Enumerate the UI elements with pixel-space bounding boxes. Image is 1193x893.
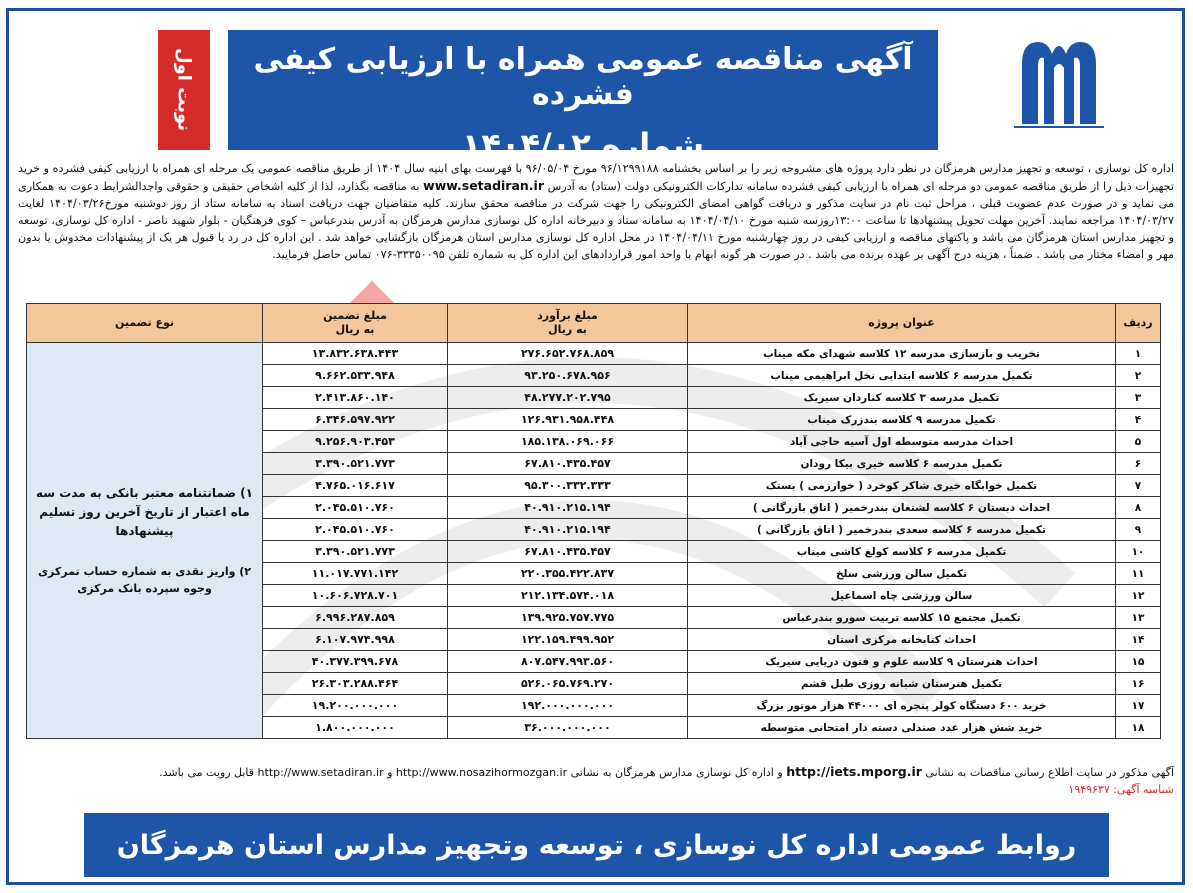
row-number: ۸ bbox=[1116, 497, 1161, 519]
project-title: خرید ۶۰۰ دستگاه کولر پنجره ای ۴۴۰۰۰ هزار موتور بزرگ bbox=[688, 695, 1116, 717]
round-badge: نوبت اول bbox=[158, 30, 210, 150]
estimate-amount: ۱۸۵.۱۳۸.۰۶۹.۰۶۶ bbox=[448, 431, 688, 453]
project-title: تکمیل سالن ورزشی سلخ bbox=[688, 563, 1116, 585]
estimate-amount: ۶۷.۸۱۰.۴۳۵.۴۵۷ bbox=[448, 453, 688, 475]
project-title: احداث کتابخانه مرکزی استان bbox=[688, 629, 1116, 651]
estimate-amount: ۱۲۶.۹۳۱.۹۵۸.۴۴۸ bbox=[448, 409, 688, 431]
footer-text-a: آگهی مذکور در سایت اطلاع رسانی مناقصات به نشانی bbox=[925, 766, 1174, 779]
project-title: سالن ورزشی چاه اسماعیل bbox=[688, 585, 1116, 607]
row-number: ۷ bbox=[1116, 475, 1161, 497]
guarantee-amount: ۶.۱۰۷.۹۷۴.۹۹۸ bbox=[263, 629, 448, 651]
intro-paragraph bbox=[18, 160, 1174, 296]
guarantee-amount: ۶.۳۴۶.۵۹۷.۹۲۲ bbox=[263, 409, 448, 431]
guarantee-amount: ۴.۷۶۵.۰۱۶.۶۱۷ bbox=[263, 475, 448, 497]
iets-link[interactable]: http://iets.mporg.ir bbox=[786, 764, 922, 779]
guarantee-amount: ۱.۸۰۰.۰۰۰.۰۰۰ bbox=[263, 717, 448, 739]
project-title: تکمیل مجتمع ۱۵ کلاسه تربیت سورو بندرعباس bbox=[688, 607, 1116, 629]
guarantee-type-1: ۱) ضمانتنامه معتبر بانکی به مدت سه ماه اعتبار از تاریخ آخرین روز تسلیم پیشنهادها bbox=[36, 486, 253, 538]
row-number: ۱۸ bbox=[1116, 717, 1161, 739]
row-number: ۱۳ bbox=[1116, 607, 1161, 629]
project-title: تکمیل مدرسه ۶ کلاسه خیری بیکا رودان bbox=[688, 453, 1116, 475]
guarantee-amount: ۱۰.۶۰۶.۷۲۸.۷۰۱ bbox=[263, 585, 448, 607]
intro-text-2: به مناقصه بگذارد، لذا از کلیه اشخاص حقیقی و حقوقی واجدالشرایط دعوت به همکاری می نماید و در صورت عدم عضویت قبلی ، مراحل ثبت نام در سایت مذکور و دریافت گواهی امضای الکترونیکی را جهت شرکت در مناقصه محقق سازند. کلیه متقاضیان جهت دریافت اسناد به سامانه ستاد از روز دوشنبه مورخ۱۴۰۴/۰۳/۲۶ لغایت ۱۴۰۴/۰۳/۲۷ مراجعه نمایند. آخرین مهلت تحویل پیشنهادها تا ساعت ۱۳:۰۰روزسه شنبه مورخ ۱۴۰۴/۰۴/۱۰ به سامانه ستاد و دبیرخانه اداره کل نوسازی مدارس هرمزگان به آدرس بندرعباس – کوی فرهنگیان - بلوار شهید ناصر - اداره کل نوسازی، توسعه و تجهیز مدارس استان هرمزگان می باشد و پاکتهای مناقصه و ارزیابی کیفی در روز چهارشنبه مورخ ۱۴۰۴/۰۴/۱۱ در محل اداره کل نوسازی مدارس استان هرمزگان بازگشایی خواهد شد . این اداره کل در رد یا قبول هر یک از پیشنهادات مخدوش یا بدون مهر و امضاء مختار می باشد . ضمناً ، هزینه درج آگهی بر عهده برنده می باشد . در صورت هر گونه ابهام با واحد امور قراردادهای این اداره کل به شماره تلفن ۳۳۳۵۰۰۹۵-۰۷۶ تماس حاصل فرمایید. bbox=[18, 180, 1175, 261]
estimate-amount: ۹۵.۳۰۰.۳۳۲.۳۳۳ bbox=[448, 475, 688, 497]
row-number: ۱۰ bbox=[1116, 541, 1161, 563]
row-number: ۱ bbox=[1116, 343, 1161, 365]
project-title: خرید شش هزار عدد صندلی دسته دار امتحانی متوسطه bbox=[688, 717, 1116, 739]
guarantee-type-cell bbox=[27, 343, 263, 739]
estimate-amount: ۱۹۲.۰۰۰.۰۰۰.۰۰۰ bbox=[448, 695, 688, 717]
project-title: تکمیل مدرسه ۶ کلاسه سعدی بندرخمیر ( اتاق بازرگانی ) bbox=[688, 519, 1116, 541]
estimate-amount: ۲۲۰.۳۵۵.۴۲۲.۸۳۷ bbox=[448, 563, 688, 585]
guarantee-amount: ۹.۶۶۲.۵۳۳.۹۴۸ bbox=[263, 365, 448, 387]
guarantee-amount: ۱۳.۸۳۲.۶۳۸.۴۴۳ bbox=[263, 343, 448, 365]
row-number: ۹ bbox=[1116, 519, 1161, 541]
projects-table bbox=[26, 303, 1161, 739]
header-estimate: مبلغ برآورد به ریال bbox=[448, 304, 688, 343]
header-row-number: ردیف bbox=[1116, 304, 1161, 343]
title-line-1: آگهی مناقصه عمومی همراه با ارزیابی کیفی فشرده bbox=[253, 42, 913, 112]
header-guarantee: مبلغ تضمین به ریال bbox=[263, 304, 448, 343]
estimate-amount: ۴۰.۹۱۰.۲۱۵.۱۹۴ bbox=[448, 519, 688, 541]
estimate-amount: ۱۳۹.۹۲۵.۷۵۷.۷۷۵ bbox=[448, 607, 688, 629]
title-banner bbox=[228, 30, 938, 164]
estimate-amount: ۴۰.۹۱۰.۲۱۵.۱۹۴ bbox=[448, 497, 688, 519]
project-title: احداث مدرسه متوسطه اول آسیه حاجی آباد bbox=[688, 431, 1116, 453]
project-title: تخریب و بازسازی مدرسه ۱۲ کلاسه شهدای مکه میناب bbox=[688, 343, 1116, 365]
row-number: ۳ bbox=[1116, 387, 1161, 409]
guarantee-amount: ۹.۲۵۶.۹۰۳.۴۵۳ bbox=[263, 431, 448, 453]
guarantee-amount: ۳.۳۹۰.۵۲۱.۷۷۳ bbox=[263, 541, 448, 563]
row-number: ۱۱ bbox=[1116, 563, 1161, 585]
guarantee-amount: ۲.۰۴۵.۵۱۰.۷۶۰ bbox=[263, 519, 448, 541]
estimate-amount: ۵۲۶.۰۶۵.۷۶۹.۲۷۰ bbox=[448, 673, 688, 695]
project-title: تکمیل مدرسه ۳ کلاسه کناردان سیریک bbox=[688, 387, 1116, 409]
row-number: ۱۴ bbox=[1116, 629, 1161, 651]
project-title: تکمیل خوابگاه خیری شاکر کوخرد ( خوارزمی ) بستک bbox=[688, 475, 1116, 497]
footer-note bbox=[18, 763, 1174, 798]
intro-text-1: اداره کل نوسازی ، توسعه و تجهیز مدارس هرمزگان در نظر دارد پروژه های مشروحه زیر را بر اساس بخشنامه ۹۶/۱۲۹۹۱۸۸ مورخ ۹۶/۰۵/۰۴ با فهرست بهای ابنیه سال ۱۴۰۴ از طریق مناقصه عمومی یک مرحله ای همراه با ارزیابی کیفی فشرده و خرید تجهیزات ذیل را از طریق مناقصه عمومی دو مرحله ای همراه با ارزیابی کیفی فشرده سامانه تدارکات الکترونیکی دولت (ستاد) به آدرس bbox=[18, 162, 1175, 193]
guarantee-amount: ۲.۴۱۳.۸۶۰.۱۴۰ bbox=[263, 387, 448, 409]
estimate-amount: ۲۱۲.۱۳۴.۵۷۴.۰۱۸ bbox=[448, 585, 688, 607]
title-line-2: شماره ۱۴۰۴/۰۲ bbox=[461, 126, 705, 164]
project-title: احداث دبستان ۶ کلاسه لشتغان بندرخمیر ( اتاق بازرگانی ) bbox=[688, 497, 1116, 519]
table-header-row bbox=[27, 304, 1161, 343]
project-title: احداث هنرستان ۹ کلاسه علوم و فنون دریایی سیریک bbox=[688, 651, 1116, 673]
guarantee-amount: ۴۰.۳۷۷.۳۹۹.۶۷۸ bbox=[263, 651, 448, 673]
row-number: ۱۷ bbox=[1116, 695, 1161, 717]
guarantee-amount: ۲۶.۳۰۳.۲۸۸.۴۶۴ bbox=[263, 673, 448, 695]
project-title: تکمیل مدرسه ۶ کلاسه کولغ کاشی میناب bbox=[688, 541, 1116, 563]
guarantee-amount: ۱۱.۰۱۷.۷۷۱.۱۴۲ bbox=[263, 563, 448, 585]
estimate-amount: ۲۷۶.۶۵۲.۷۶۸.۸۵۹ bbox=[448, 343, 688, 365]
guarantee-amount: ۲.۰۴۵.۵۱۰.۷۶۰ bbox=[263, 497, 448, 519]
estimate-amount: ۶۷.۸۱۰.۴۳۵.۴۵۷ bbox=[448, 541, 688, 563]
estimate-amount: ۸۰۷.۵۴۷.۹۹۳.۵۶۰ bbox=[448, 651, 688, 673]
estimate-amount: ۴۸.۲۷۷.۲۰۲.۷۹۵ bbox=[448, 387, 688, 409]
ad-id: شناسه آگهی: ۱۹۴۹۶۳۷ bbox=[1068, 783, 1174, 796]
bottom-banner: روابط عمومی اداره کل نوسازی ، توسعه وتجهیز مدارس استان هرمزگان bbox=[84, 813, 1109, 877]
project-title: تکمیل هنرستان شبانه روزی طبل قشم bbox=[688, 673, 1116, 695]
row-number: ۲ bbox=[1116, 365, 1161, 387]
estimate-amount: ۹۳.۲۵۰.۶۷۸.۹۵۶ bbox=[448, 365, 688, 387]
header-guarantee-type: نوع تضمین bbox=[27, 304, 263, 343]
table-row bbox=[27, 343, 1161, 365]
guarantee-type-2: ۲) واریز نقدی به شماره حساب تمرکزی وجوه سپرده بانک مرکزی bbox=[37, 565, 252, 595]
emblem-logo-icon bbox=[1014, 34, 1104, 128]
row-number: ۶ bbox=[1116, 453, 1161, 475]
guarantee-amount: ۶.۹۹۶.۲۸۷.۸۵۹ bbox=[263, 607, 448, 629]
row-number: ۱۵ bbox=[1116, 651, 1161, 673]
row-number: ۵ bbox=[1116, 431, 1161, 453]
estimate-amount: ۱۲۲.۱۵۹.۴۹۹.۹۵۲ bbox=[448, 629, 688, 651]
header-project-title: عنوان پروژه bbox=[688, 304, 1116, 343]
project-title: تکمیل مدرسه ۶ کلاسه ابتدایی نخل ابراهیمی میناب bbox=[688, 365, 1116, 387]
website-link[interactable]: www.setadiran.ir bbox=[423, 178, 545, 193]
guarantee-amount: ۳.۳۹۰.۵۲۱.۷۷۳ bbox=[263, 453, 448, 475]
footer-text-b: و اداره کل نوسازی مدارس هرمزگان به نشانی http://www.nosazihormozgan.ir و http://www.setadiran.ir قابل رویت می باشد. bbox=[159, 766, 783, 779]
estimate-amount: ۳۶.۰۰۰.۰۰۰.۰۰۰ bbox=[448, 717, 688, 739]
row-number: ۴ bbox=[1116, 409, 1161, 431]
guarantee-amount: ۱۹.۲۰۰.۰۰۰.۰۰۰ bbox=[263, 695, 448, 717]
row-number: ۱۶ bbox=[1116, 673, 1161, 695]
project-title: تکمیل مدرسه ۹ کلاسه بندزرک میناب bbox=[688, 409, 1116, 431]
row-number: ۱۲ bbox=[1116, 585, 1161, 607]
